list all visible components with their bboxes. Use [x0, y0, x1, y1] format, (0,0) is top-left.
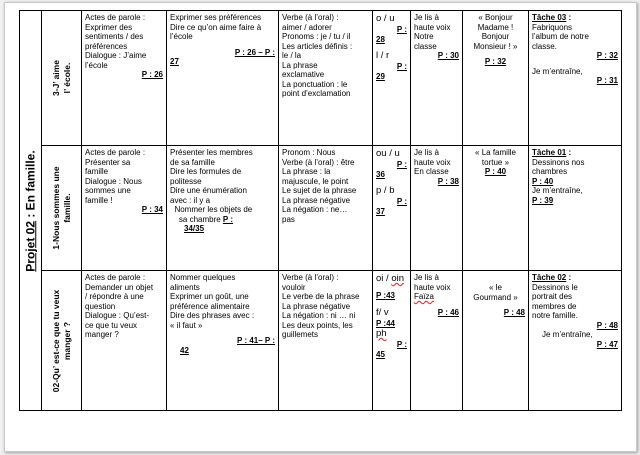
page-ref: P : 41– P :: [237, 336, 275, 345]
page-ref: P : 46: [437, 307, 459, 317]
sounds-cell: o / u P : 28 l / r P : 29: [373, 11, 411, 146]
page-ref: 27: [170, 57, 179, 66]
objectives-cell: Exprimer ses préférences Dire ce qu’on aime faire à l’école P : 26 – P : 27: [167, 11, 279, 146]
project-title: Projet 02 : En famille.: [22, 149, 37, 272]
task-title: Tâche 03: [532, 13, 567, 22]
unit-cell: [42, 146, 82, 271]
page-ref: P : 38: [437, 176, 459, 186]
reading-cell: Je lis à haute voix En classe P : 38: [411, 146, 463, 271]
objectives-cell: Nommer quelques aliments Exprimer un goût, une préférence alimentaire Dire des phrases avec : « il faut » P : 41– P : 42: [167, 271, 279, 411]
page-ref: P : 40: [484, 167, 507, 176]
speech-acts-cell: Actes de parole : Présenter sa famille Dialogue : Nous sommes une famille ! P : 34: [82, 146, 167, 271]
document-page: [4, 2, 637, 452]
objectives-cell: Présenter les membres de sa famille Dire les formules de politesse Dire une énumération avec : il y a Nommer les objets de sa chambre P : 34/35: [167, 146, 279, 271]
page-ref: P : 48: [503, 308, 525, 317]
grammar-cell: Verbe (à l’oral) : vouloir Le verbe de la phrase La phrase négative La négation : ni … ni Les deux points, les guillemets: [279, 271, 373, 411]
unit-title: 3-J’ aime l’ école.: [50, 60, 72, 96]
page-ref: P : 31: [596, 76, 618, 85]
page-ref: P : 26: [141, 70, 163, 79]
sound-label: o / u: [376, 13, 395, 24]
reading-cell: Je lis à haute voix Notre classe P : 30: [411, 11, 463, 146]
unit-title: 02-Qu’ est-ce que tu veux manger ?: [50, 289, 72, 392]
text-cell: « Bonjour Madame ! Bonjour Monsieur ! » P : 32: [463, 11, 529, 146]
page-ref: P : 32: [596, 51, 618, 60]
text-name: Faïza: [414, 292, 435, 301]
page-ref: P : 30: [437, 51, 459, 60]
unit-cell: [42, 11, 82, 146]
text-cell: « La famille tortue » P : 40: [463, 146, 529, 271]
unit-title: 1-Nous sommes une famille.: [50, 166, 72, 250]
table-row: [20, 271, 622, 411]
table-row: [20, 11, 622, 146]
sounds-cell: oi / oin P :43 f/ v P :44 ph P : 45: [373, 271, 411, 411]
sound-label: l / r: [376, 50, 390, 61]
page-ref: P : 39: [532, 195, 554, 205]
task-cell: Tâche 02 : Dessinons le portrait des membres de notre famille. P : 48 Je m’entraîne, P : 47: [529, 271, 622, 411]
page-ref: P : 34: [141, 205, 163, 214]
task-title: Tâche 01: [532, 148, 567, 157]
page-ref: P : 40: [532, 176, 554, 186]
task-cell: Tâche 01 : Dessinons nos chambres P : 40 Je m’entraîne, P : 39: [529, 146, 622, 271]
project-plan-table: [19, 10, 622, 411]
page-ref: P : 26 – P :: [234, 47, 275, 57]
page-ref: 34/35: [184, 224, 205, 233]
sound-label: f/ v: [376, 306, 389, 318]
grammar-cell: Verbe (à l’oral) : aimer / adorer Pronoms : je / tu / il Les articles définis : le / la La phrase exclamative La ponctuation : le point d’exclamation: [279, 11, 373, 146]
sounds-cell: ou / u P : 36 p / b P : 37: [373, 146, 411, 271]
speech-acts-cell: Actes de parole : Exprimer des sentiments / des préférences Dialogue : J’aime l’école P : 26: [82, 11, 167, 146]
task-title: Tâche 02: [532, 273, 567, 282]
page-ref: P : 48: [596, 320, 618, 330]
page-ref: P :: [222, 214, 233, 224]
grammar-cell: Pronom : Nous Verbe (à l’oral) : être La phrase : la majuscule, le point Le sujet de la phrase La phrase négative La négation : ne… pas: [279, 146, 373, 271]
text-cell: « le Gourmand » P : 48: [463, 271, 529, 411]
sound-label: p / b: [376, 185, 395, 196]
page-ref: P : 32: [484, 57, 507, 66]
sound-label: oi / oin: [376, 273, 404, 284]
sound-label: ph: [376, 328, 387, 339]
page-ref: 42: [180, 345, 189, 355]
project-cell: [20, 11, 42, 411]
page-ref: P : 47: [596, 339, 618, 349]
task-cell: Tâche 03 : Fabriquons l’album de notre classe. P : 32 Je m’entraîne, P : 31: [529, 11, 622, 146]
unit-cell: [42, 271, 82, 411]
sound-label: ou / u: [376, 148, 400, 159]
reading-cell: Je lis à haute voix Faïza P : 46: [411, 271, 463, 411]
table-row: [20, 146, 622, 271]
speech-acts-cell: Actes de parole : Demander un objet / répondre à une question Dialogue : Qu’est- ce que tu veux manger ?: [82, 271, 167, 411]
